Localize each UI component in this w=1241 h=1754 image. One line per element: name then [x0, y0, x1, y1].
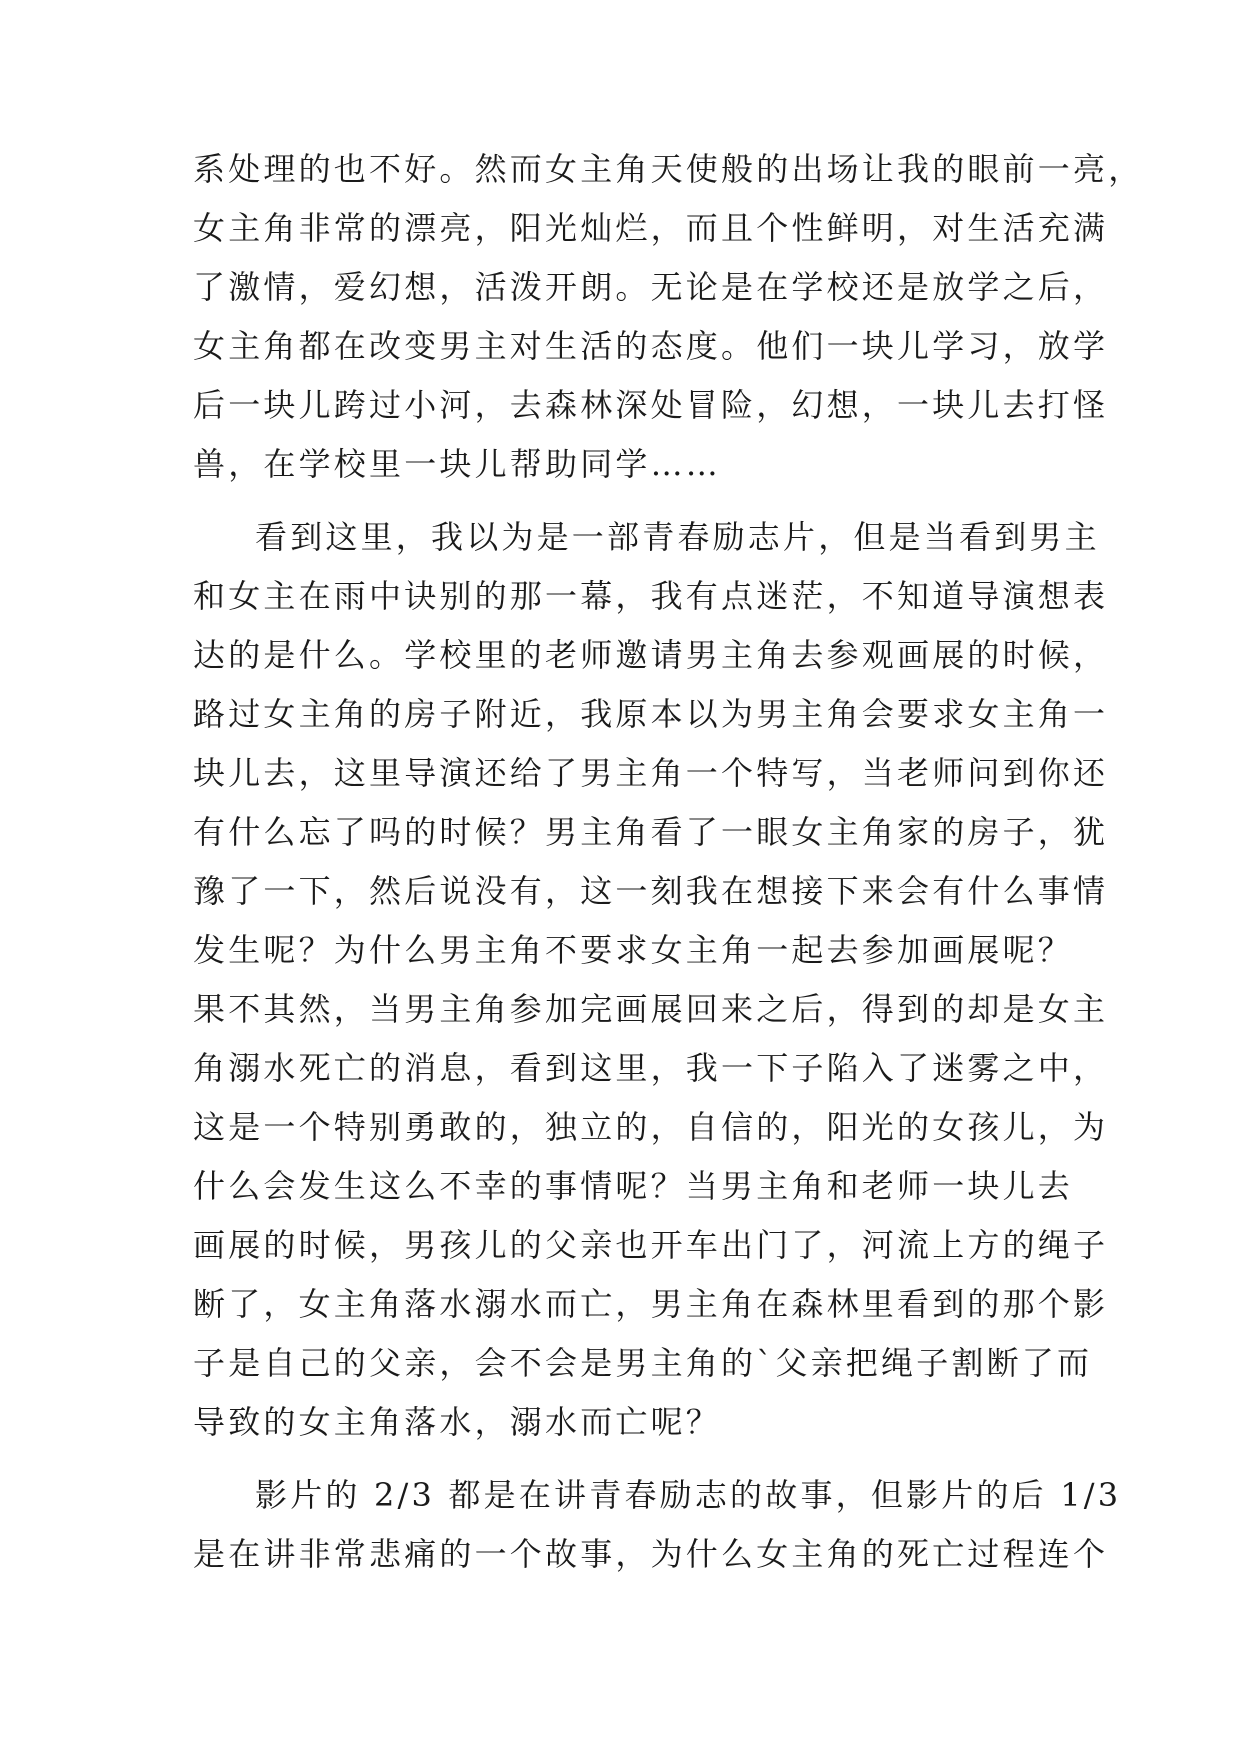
text-line: 角溺水死亡的消息，看到这里，我一下子陷入了迷雾之中，: [193, 1049, 1109, 1087]
paragraph: [193, 140, 1144, 494]
text-line: 是在讲非常悲痛的一个故事，为什么女主角的死亡过程连个: [193, 1535, 1109, 1573]
text-line: 这是一个特别勇敢的，独立的，自信的，阳光的女孩儿，为: [193, 1108, 1109, 1146]
text-line: 豫了一下，然后说没有，这一刻我在想接下来会有什么事情: [193, 872, 1109, 910]
text-line: 和女主在雨中诀别的那一幕，我有点迷茫，不知道导演想表: [193, 577, 1109, 615]
paragraph-gap: [193, 1452, 1073, 1466]
text-line: 块儿去，这里导演还给了男主角一个特写，当老师问到你还: [193, 754, 1109, 792]
text-line: 达的是什么。学校里的老师邀请男主角去参观画展的时候，: [193, 636, 1109, 674]
text-line: 了激情，爱幻想，活泼开朗。无论是在学校还是放学之后，: [193, 268, 1109, 306]
text-line: 影片的 2/3 都是在讲青春励志的故事，但影片的后 1/3: [255, 1476, 1122, 1514]
paragraph: [193, 1466, 1122, 1584]
text-line: 路过女主角的房子附近，我原本以为男主角会要求女主角一: [193, 695, 1109, 733]
text-line: 画展的时候，男孩儿的父亲也开车出门了，河流上方的绳子: [193, 1226, 1109, 1264]
text-line: 女主角都在改变男主对生活的态度。他们一块儿学习，放学: [193, 327, 1109, 365]
text-line: 后一块儿跨过小河，去森林深处冒险，幻想，一块儿去打怪: [193, 386, 1109, 424]
text-line: 子是自己的父亲，会不会是男主角的`父亲把绳子割断了而: [193, 1344, 1093, 1382]
text-line: 系处理的也不好。然而女主角天使般的出场让我的眼前一亮，: [193, 150, 1144, 188]
text-line: 兽，在学校里一块儿帮助同学……: [193, 445, 722, 483]
text-line: 果不其然，当男主角参加完画展回来之后，得到的却是女主: [193, 990, 1109, 1028]
text-line: 有什么忘了吗的时候？男主角看了一眼女主角家的房子，犹: [193, 813, 1109, 851]
text-line: 什么会发生这么不幸的事情呢？当男主角和老师一块儿去: [193, 1167, 1074, 1205]
text-line: 女主角非常的漂亮，阳光灿烂，而且个性鲜明，对生活充满: [193, 209, 1109, 247]
paragraph: [193, 508, 1109, 1452]
paragraph-gap: [193, 494, 1073, 508]
text-line: 导致的女主角落水，溺水而亡呢？: [193, 1403, 722, 1441]
text-line: 看到这里，我以为是一部青春励志片，但是当看到男主: [255, 518, 1100, 556]
text-line: 发生呢？为什么男主角不要求女主角一起去参加画展呢？: [193, 931, 1074, 969]
body-text: [193, 140, 1144, 1584]
text-line: 断了，女主角落水溺水而亡，男主角在森林里看到的那个影: [193, 1285, 1109, 1323]
